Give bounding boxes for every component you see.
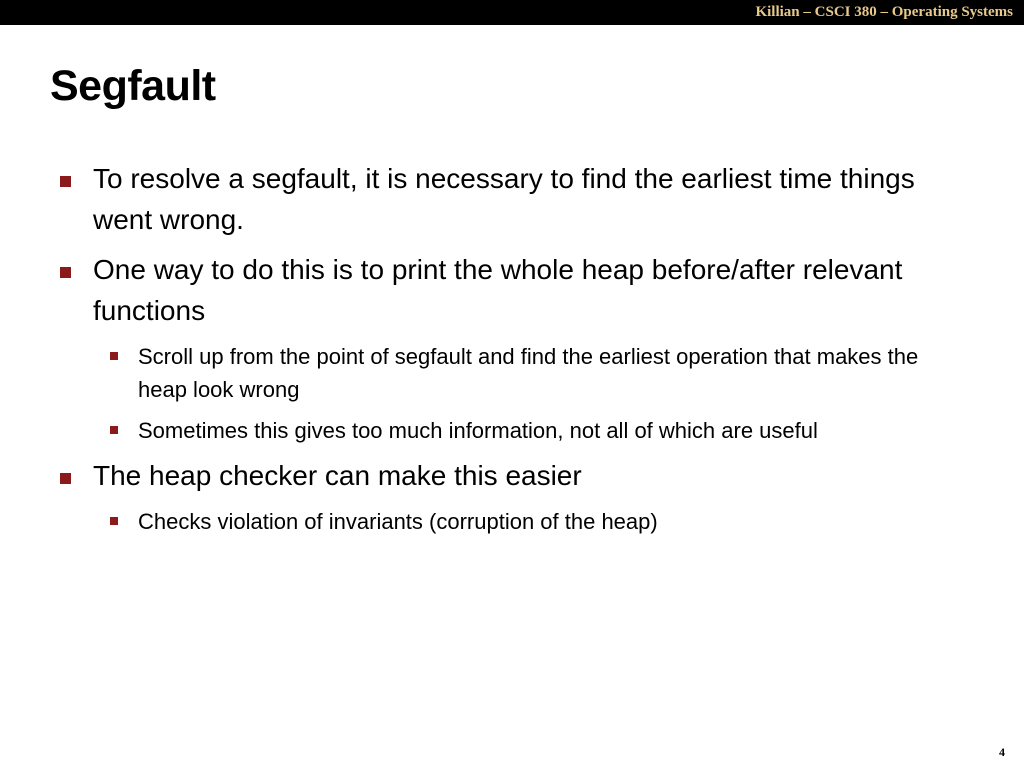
slide-title: Segfault bbox=[50, 62, 216, 110]
square-bullet-icon bbox=[110, 426, 118, 434]
square-bullet-icon bbox=[60, 473, 71, 484]
square-bullet-icon bbox=[60, 176, 71, 187]
sub-bullet-item bbox=[56, 340, 936, 406]
course-header: Killian – CSCI 380 – Operating Systems bbox=[755, 4, 1013, 20]
header-bar bbox=[0, 0, 1024, 25]
bullet-text: One way to do this is to print the whole heap before/after relevant functions bbox=[93, 254, 903, 326]
slide-content bbox=[56, 158, 936, 546]
page-number: 4 bbox=[999, 745, 1005, 759]
bullet-item bbox=[56, 455, 936, 496]
sub-bullet-text: Sometimes this gives too much information, not all of which are useful bbox=[138, 418, 818, 443]
square-bullet-icon bbox=[110, 352, 118, 360]
square-bullet-icon bbox=[110, 517, 118, 525]
bullet-text: The heap checker can make this easier bbox=[93, 460, 582, 491]
bullet-item bbox=[56, 158, 936, 240]
sub-bullet-text: Scroll up from the point of segfault and find the earliest operation that makes the heap look wrong bbox=[138, 344, 919, 402]
sub-bullet-item bbox=[56, 505, 936, 538]
bullet-text: To resolve a segfault, it is necessary to find the earliest time things went wrong. bbox=[93, 163, 915, 235]
sub-bullet-item bbox=[56, 414, 936, 447]
square-bullet-icon bbox=[60, 267, 71, 278]
bullet-item bbox=[56, 249, 936, 331]
sub-bullet-text: Checks violation of invariants (corruption of the heap) bbox=[138, 509, 658, 534]
